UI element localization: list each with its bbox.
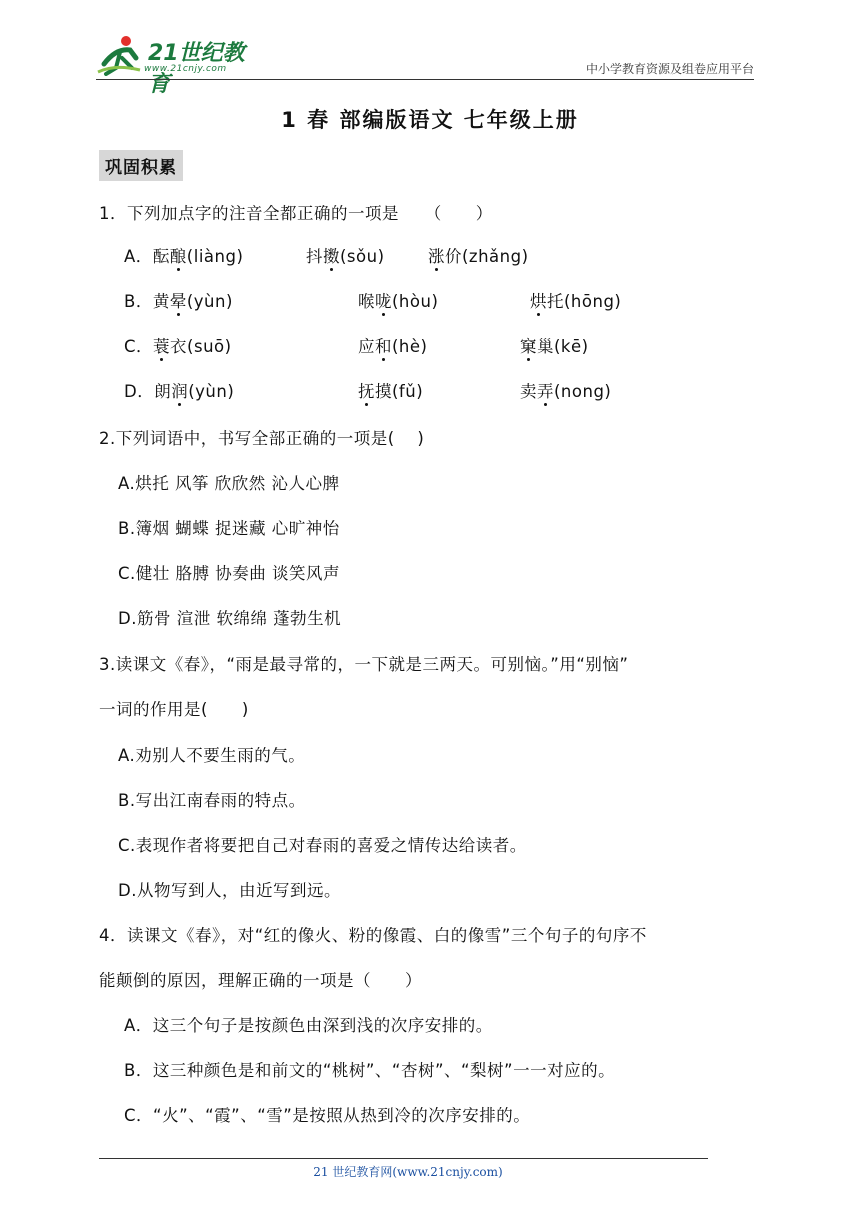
pinyin: (nong) <box>554 382 612 401</box>
q4-stem-line2: 能颠倒的原因，理解正确的一项是（ ） <box>99 971 422 990</box>
q2-stem: 2.下列词语中，书写全部正确的一项是( ) <box>99 429 425 448</box>
dotted-char: 擞 <box>323 247 340 266</box>
q3-option-a: A.劝别人不要生雨的气。 <box>118 746 306 765</box>
q3-stem-line1: 3.读课文《春》，“雨是最寻常的，一下就是三两天。可别恼。”用“别恼” <box>99 655 629 674</box>
dotted-char: 蓑 <box>153 337 171 356</box>
pinyin: (hòu) <box>392 292 439 311</box>
section-heading: 巩固积累 <box>99 150 183 181</box>
word-char: 托 <box>547 292 564 311</box>
q3-option-d: D.从物写到人，由近写到远。 <box>118 881 341 900</box>
dotted-char: 涨 <box>428 247 445 266</box>
q3-option-c: C.表现作者将要把自己对春雨的喜爱之情传达给读者。 <box>118 836 527 855</box>
dotted-char: 咙 <box>375 292 392 311</box>
option-label: C． <box>124 337 154 356</box>
page-title: 1 春 部编版语文 七年级上册 <box>281 108 579 132</box>
footer-text: 21 世纪教育网(www.21cnjy.com) <box>313 1165 503 1179</box>
dotted-char: 和 <box>375 337 392 356</box>
q2-option-d: D.筋骨 渲泄 软绵绵 蓬勃生机 <box>118 609 342 628</box>
pinyin: (fǔ) <box>392 382 424 401</box>
pinyin: (sǒu) <box>340 247 385 266</box>
site-logo <box>96 34 266 97</box>
word-char: 应 <box>358 337 375 356</box>
q4-option-c: C．“火”、“霞”、“雪”是按照从热到冷的次序安排的。 <box>124 1106 531 1125</box>
word-char: 摸 <box>375 382 392 401</box>
word-char: 酝 <box>152 247 170 266</box>
q2-option-b: B.簿烟 蝴蝶 捉迷藏 心旷神怡 <box>118 519 340 538</box>
q3-stem-line2: 一词的作用是( ) <box>99 700 249 719</box>
dotted-char: 烘 <box>530 292 547 311</box>
q2-option-a: A.烘托 风筝 欣欣然 沁人心脾 <box>118 474 340 493</box>
q1-option-d <box>124 378 612 402</box>
q1-option-c <box>124 333 589 357</box>
dotted-char: 窠 <box>520 337 537 356</box>
word-char: 卖 <box>520 382 537 401</box>
logo-url: www.21cnjy.com <box>144 64 227 74</box>
q1-option-a <box>124 243 529 267</box>
header-divider <box>96 79 754 80</box>
option-label: A． <box>124 247 153 266</box>
word-char: 喉 <box>358 292 375 311</box>
pinyin: (liàng) <box>186 247 244 266</box>
pinyin: (zhǎng) <box>462 247 529 266</box>
pinyin: (kē) <box>554 337 589 356</box>
footer-divider <box>99 1158 708 1159</box>
word-char: 衣 <box>170 337 188 356</box>
site-label: 中小学教育资源及组卷应用平台 <box>585 62 754 76</box>
pinyin: (yùn) <box>188 382 235 401</box>
word-char: 朗 <box>154 382 172 401</box>
pinyin: (yùn) <box>186 292 233 311</box>
q4-option-b: B．这三种颜色是和前文的“桃树”、“杏树”、“梨树”一一对应的。 <box>124 1061 616 1080</box>
dotted-char: 抚 <box>358 382 375 401</box>
logo-text: 21世纪教育 <box>148 41 245 97</box>
q1-stem: 1．下列加点字的注音全都正确的一项是 （ ） <box>99 204 493 223</box>
pinyin: (suō) <box>187 337 232 356</box>
runner-icon <box>96 34 148 76</box>
word-char: 价 <box>445 247 462 266</box>
dotted-char: 润 <box>171 382 189 401</box>
option-label: D． <box>124 382 155 401</box>
q4-stem-line1: 4．读课文《春》，对“红的像火、粉的像霞、白的像雪”三个句子的句序不 <box>99 926 647 945</box>
pinyin: (hōng) <box>564 292 622 311</box>
q3-option-b: B.写出江南春雨的特点。 <box>118 791 306 810</box>
dotted-char: 酿 <box>169 247 187 266</box>
q2-option-c: C.健壮 胳膊 协奏曲 谈笑风声 <box>118 564 341 583</box>
word-char: 抖 <box>306 247 323 266</box>
dotted-char: 弄 <box>537 382 554 401</box>
q4-option-a: A．这三个句子是按颜色由深到浅的次序安排的。 <box>124 1016 493 1035</box>
q1-option-b <box>124 288 622 312</box>
pinyin: (hè) <box>392 337 428 356</box>
option-label: B． <box>124 292 153 311</box>
word-char: 巢 <box>537 337 554 356</box>
word-char: 黄 <box>152 292 170 311</box>
dotted-char: 晕 <box>169 292 187 311</box>
